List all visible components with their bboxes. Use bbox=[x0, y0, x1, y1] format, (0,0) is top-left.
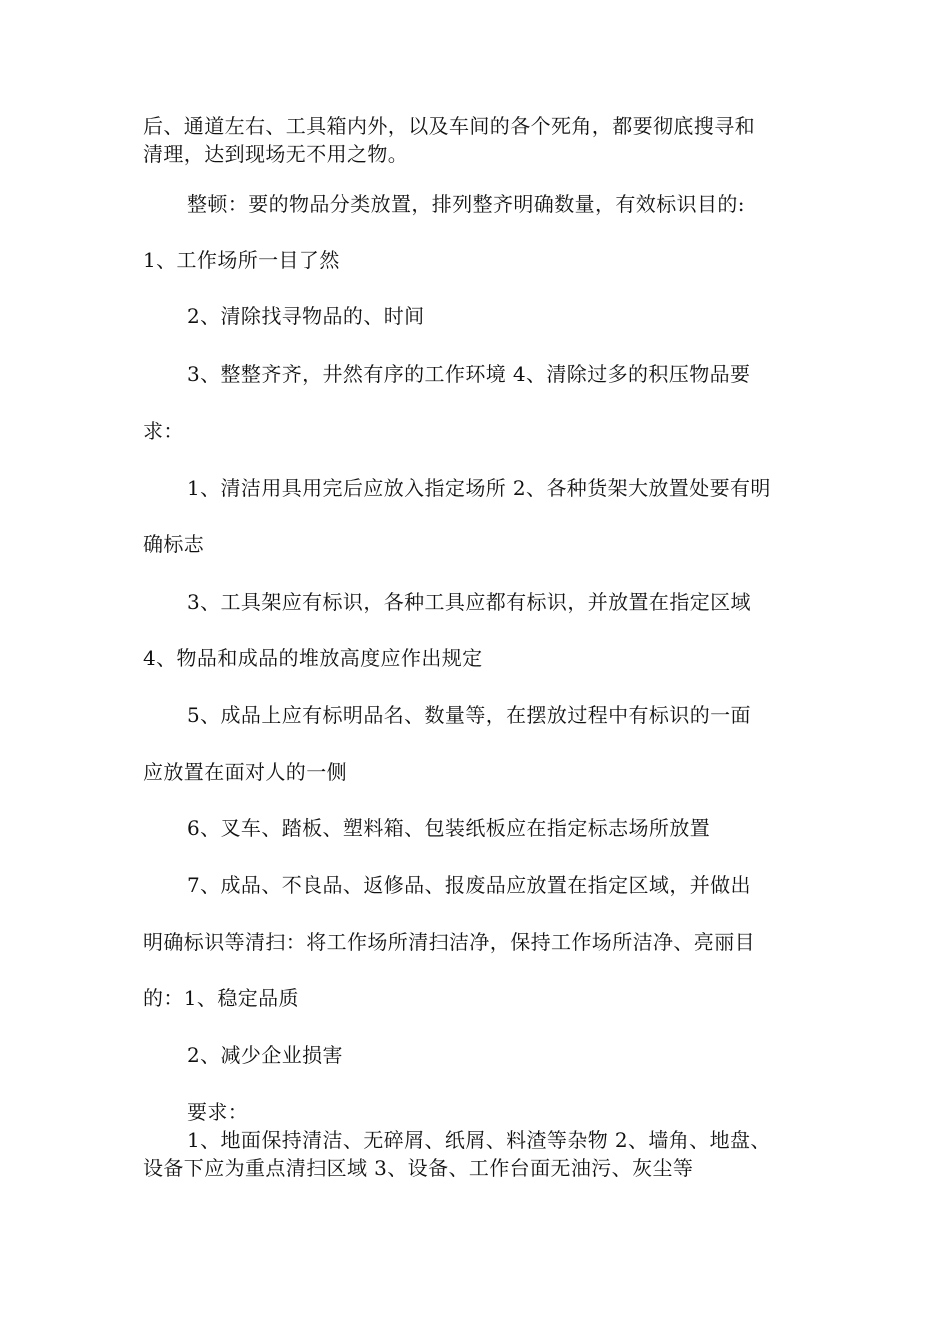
paragraph-req-5-line1: 5、成品上应有标明品名、数量等，在摆放过程中有标识的一面 bbox=[187, 703, 751, 727]
paragraph-seiton-heading: 整顿：要的物品分类放置，排列整齐明确数量，有效标识目的: bbox=[187, 192, 745, 216]
text-line: 设备下应为重点清扫区域 3、设备、工作台面无油污、灰尘等 bbox=[143, 1156, 694, 1180]
paragraph-purpose-3-4-line2: 求： bbox=[143, 419, 184, 443]
paragraph-cleaning-requirements bbox=[143, 1126, 823, 1182]
paragraph-req-7-line2: 明确标识等清扫：将工作场所清扫洁净，保持工作场所洁净、亮丽目 bbox=[143, 930, 755, 954]
paragraph-cleanup-scope bbox=[143, 112, 823, 168]
paragraph-req-7-line3: 的：1、稳定品质 bbox=[143, 986, 299, 1010]
paragraph-requirements-heading: 要求： bbox=[187, 1100, 249, 1124]
paragraph-purpose-3-4-line1: 3、整整齐齐，井然有序的工作环境 4、清除过多的积压物品要 bbox=[187, 362, 751, 386]
text-line: 清理，达到现场无不用之物。 bbox=[143, 142, 409, 166]
text-line: 1、地面保持清洁、无碎屑、纸屑、料渣等杂物 2、墙角、地盘、 bbox=[187, 1128, 771, 1152]
paragraph-req-5-line2: 应放置在面对人的一侧 bbox=[143, 760, 347, 784]
paragraph-req-4: 4、物品和成品的堆放高度应作出规定 bbox=[143, 646, 483, 670]
paragraph-req-7-line1: 7、成品、不良品、返修品、报废品应放置在指定区域，并做出 bbox=[187, 873, 751, 897]
paragraph-req-1-2-line1: 1、清洁用具用完后应放入指定场所 2、各种货架大放置处要有明 bbox=[187, 476, 771, 500]
paragraph-purpose-2b: 2、减少企业损害 bbox=[187, 1043, 343, 1067]
paragraph-req-1-2-line2: 确标志 bbox=[143, 532, 205, 556]
paragraph-purpose-1: 1、工作场所一目了然 bbox=[143, 248, 340, 272]
text-line: 后、通道左右、工具箱内外，以及车间的各个死角，都要彻底搜寻和 bbox=[143, 114, 755, 138]
paragraph-purpose-2: 2、清除找寻物品的、时间 bbox=[187, 304, 425, 328]
paragraph-req-6: 6、叉车、踏板、塑料箱、包装纸板应在指定标志场所放置 bbox=[187, 816, 711, 840]
paragraph-req-3: 3、工具架应有标识，各种工具应都有标识，并放置在指定区域 bbox=[187, 590, 751, 614]
